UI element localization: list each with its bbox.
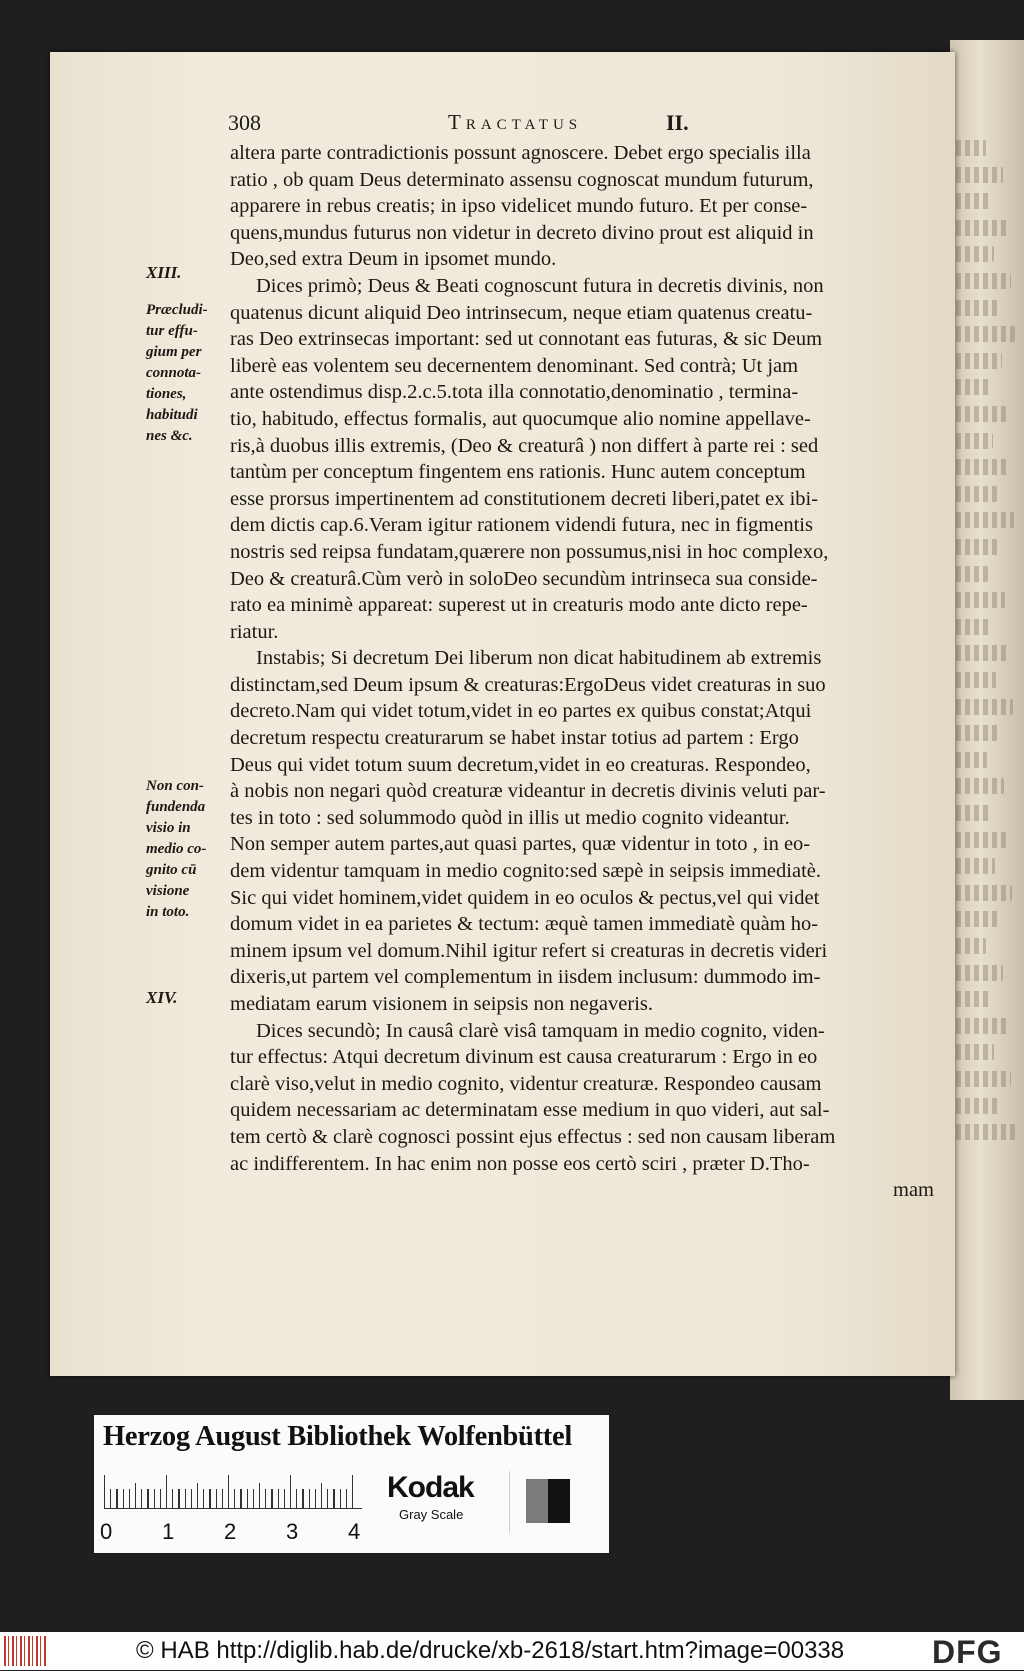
footer-copyright-url[interactable]: © HAB http://diglib.hab.de/drucke/xb-2618/start.htm?image=00338 — [136, 1637, 845, 1664]
margin-note-line: habitudi — [146, 407, 198, 423]
text-line: tantùm per conceptum fingentem ens rationis. Hunc autem conceptum — [230, 461, 806, 484]
margin-note-line: visione — [146, 883, 190, 899]
text-line: Deus qui videt totum suum decretum,videt in eo creaturas. Respondeo, — [230, 753, 811, 776]
ruler-tick — [104, 1475, 105, 1509]
margin-section-number — [146, 262, 224, 283]
ruler-tick — [191, 1489, 192, 1509]
ruler-tick — [154, 1489, 155, 1509]
text-line: Dices secundò; In causâ clarè visâ tamquam in medio cognito, viden- — [256, 1019, 825, 1042]
text-line: riatur. — [230, 620, 279, 643]
text-line: tes in toto : sed solummodo quòd in illis ut medio cognito videantur. — [230, 806, 790, 829]
ruler-baseline — [104, 1508, 362, 1510]
text-line: ris,à duobus illis extremis, (Deo & creaturâ ) non differt à parte rei : sed — [230, 434, 819, 457]
kodak-gray-scale-label: Gray Scale — [399, 1507, 464, 1522]
ruler-digit: 0 — [100, 1519, 113, 1544]
margin-note-line: nes &c. — [146, 428, 193, 444]
ruler-tick — [321, 1483, 322, 1509]
barcode-icon — [4, 1636, 46, 1666]
text-line: dem dictis cap.6.Veram igitur rationem videndi futura, nec in figmentis — [230, 514, 813, 537]
text-line: decretum respectu creaturarum se habet instar totius ad partem : Ergo — [230, 727, 799, 750]
ruler-tick — [166, 1475, 167, 1509]
gray-scale-swatch — [509, 1471, 586, 1533]
catchword: mam — [893, 1179, 934, 1202]
text-line: mediatam earum visionem in seipsis non negaveris. — [230, 993, 654, 1015]
footer-bar — [0, 1632, 1024, 1670]
margin-note-line: medio co- — [146, 841, 207, 857]
ruler-tick — [284, 1489, 285, 1509]
text-line: dem videntur tamquam in medio cognito:sed sæpè in seipsis immediatè. — [230, 860, 821, 883]
margin-note — [146, 300, 224, 447]
text-line: decreto.Nam qui videt totum,videt in eo partes ex quibus constat;Atqui — [230, 700, 812, 723]
ruler-tick — [178, 1489, 179, 1509]
text-line: clarè viso,velut in medio cognito, videntur creaturæ. Respondeo causam — [230, 1072, 822, 1095]
text-line: tio, habitudo, effectus formalis, aut quocumque alio nomine appellave- — [230, 407, 811, 430]
ruler-tick — [185, 1489, 186, 1509]
library-name: Herzog August Bibliothek Wolfenbüttel — [103, 1421, 572, 1452]
ruler-tick — [216, 1489, 217, 1509]
ruler-tick — [253, 1489, 254, 1509]
margin-note — [146, 776, 224, 923]
ruler-tick — [346, 1489, 347, 1509]
text-line: Non semper autem partes,aut quasi partes, quæ videntur in toto , in eo- — [230, 833, 811, 856]
library-scale-card — [94, 1415, 609, 1553]
text-line: quens,mundus futurus non videtur in decreto divino prout est aliquid in — [230, 221, 814, 244]
text-line: Sic qui videt hominem,videt quidem in eo oculos & pectus,vel qui videt — [230, 886, 820, 909]
text-line: ras Deo extrinsecas important: sed ut connotant eas futuras, & sic Deum — [230, 328, 823, 351]
ruler-tick — [172, 1489, 173, 1509]
text-line: ante ostendimus disp.2.c.5.tota illa connotatio,denominatio , termina- — [230, 381, 799, 404]
ruler-tick — [147, 1489, 148, 1509]
ruler-tick — [265, 1489, 266, 1509]
ruler-tick — [209, 1489, 210, 1509]
ruler-tick — [302, 1489, 303, 1509]
ruler-tick — [203, 1489, 204, 1509]
margin-note-line: visio in — [146, 820, 191, 836]
ruler-tick — [197, 1483, 198, 1509]
text-line: altera parte contradictionis possunt agnoscere. Debet ergo specialis illa — [230, 142, 811, 164]
ruler-tick — [160, 1489, 161, 1509]
ruler-tick — [247, 1489, 248, 1509]
margin-note-line: tiones, — [146, 386, 187, 402]
ruler-tick — [290, 1475, 291, 1509]
ruler-tick — [123, 1489, 124, 1509]
text-line: dixeris,ut partem vel complementum in iisdem inclusum: dummodo im- — [230, 966, 821, 989]
text-line: nostris sed reipsa fundatam,quærere non possumus,nisi in hoc complexo, — [230, 540, 829, 563]
ruler-tick — [309, 1489, 310, 1509]
page-number: 308 — [228, 110, 261, 135]
text-line: à nobis non negari quòd creaturæ videantur in decretis divinis veluti par- — [230, 780, 826, 803]
text-line: Instabis; Si decretum Dei liberum non dicat habitudinem ab extremis — [256, 647, 822, 670]
text-line: apparere in rebus creatis; in ipso videlicet mundo futuro. Et per conse- — [230, 195, 808, 218]
ruler-digit: 4 — [348, 1519, 361, 1544]
text-line: rato ea minimè appareat: superest ut in creaturis modo ante dicto repe- — [230, 594, 808, 617]
text-line: quidem necessariam ac determinatam esse medium in quo videri, aut sal- — [230, 1099, 830, 1122]
text-line: domum videt in ea parietes & tectum: æquè tamen immediatè quàm ho- — [230, 913, 819, 936]
ruler-tick — [327, 1489, 328, 1509]
ruler-tick — [315, 1489, 316, 1509]
margin-note-line: in toto. — [146, 904, 190, 920]
ruler-tick — [340, 1489, 341, 1509]
ruler-tick — [240, 1489, 241, 1509]
ruler-tick — [259, 1483, 260, 1509]
book-page — [50, 52, 955, 1376]
text-line: tur effectus: Atqui decretum divinum est causa creaturarum : Ergo in eo — [230, 1046, 818, 1069]
ruler-digit: 3 — [286, 1519, 299, 1544]
text-line: liberè eas volentem seu decernentem denominant. Sed contrà; Ut jam — [230, 354, 799, 377]
margin-section-number — [146, 987, 224, 1008]
page-body-text — [230, 140, 970, 1204]
text-line: minem ipsum vel domum.Nihil igitur refert si creaturas in decretis videri — [230, 939, 828, 962]
text-line: ratio , ob quam Deus determinato assensu cognoscat mundum futurum, — [230, 168, 814, 191]
margin-note-line: XIV. — [146, 988, 178, 1007]
text-line: distinctam,sed Deum ipsum & creaturas:ErgoDeus videt creaturas in suo — [230, 673, 826, 696]
black-patch — [548, 1479, 570, 1523]
ruler-tick — [116, 1489, 117, 1509]
margin-note-line: XIII. — [146, 263, 182, 282]
gray-patch — [526, 1479, 548, 1523]
ruler-digit: 2 — [224, 1519, 237, 1544]
margin-note-line: Non con- — [146, 778, 204, 794]
text-line: Dices primò; Deus & Beati cognoscunt futura in decretis divinis, non — [256, 274, 824, 297]
text-line: Deo,sed extra Deum in ipsomet mundo. — [230, 248, 557, 271]
ruler-tick — [129, 1489, 130, 1509]
text-line: ac indifferentem. In hac enim non posse eos certò sciri , præter D.Tho- — [230, 1152, 810, 1175]
measure-ruler — [104, 1473, 362, 1509]
dfg-logo: DFG — [932, 1634, 1003, 1670]
ruler-digit: 1 — [162, 1519, 175, 1544]
running-head: Tractatus — [448, 110, 583, 134]
running-head-number: II. — [666, 110, 689, 135]
ruler-tick — [228, 1475, 229, 1509]
ruler-tick — [271, 1489, 272, 1509]
page-header — [228, 110, 928, 138]
ruler-tick — [278, 1489, 279, 1509]
text-line: tem certò & clarè cognosci possint ejus effectus : sed non causam liberam — [230, 1125, 836, 1148]
margin-note-line: gium per — [146, 344, 202, 360]
text-line: quatenus dicunt aliquid Deo intrinsecum, neque etiam quatenus creatu- — [230, 301, 813, 324]
ruler-tick — [135, 1483, 136, 1509]
ruler-tick — [333, 1489, 334, 1509]
margin-note-line: fundenda — [146, 799, 206, 815]
ruler-tick — [352, 1475, 353, 1509]
margin-note-line: tur effu- — [146, 323, 198, 339]
margin-note-line: Præcludi- — [146, 302, 208, 318]
text-line: Deo & creaturâ.Cùm verò in soloDeo secundùm intrinseca sua conside- — [230, 567, 818, 590]
ruler-tick — [296, 1489, 297, 1509]
margin-note-line: connota- — [146, 365, 202, 381]
text-line: esse prorsus impertinentem ad constitutionem decreti liberi,patet ex ibi- — [230, 487, 819, 510]
ruler-tick — [234, 1489, 235, 1509]
ruler-tick — [222, 1489, 223, 1509]
margin-note-line: gnito cū — [146, 862, 197, 878]
kodak-logo: Kodak — [387, 1471, 474, 1504]
ruler-tick — [110, 1489, 111, 1509]
ruler-tick — [141, 1489, 142, 1509]
